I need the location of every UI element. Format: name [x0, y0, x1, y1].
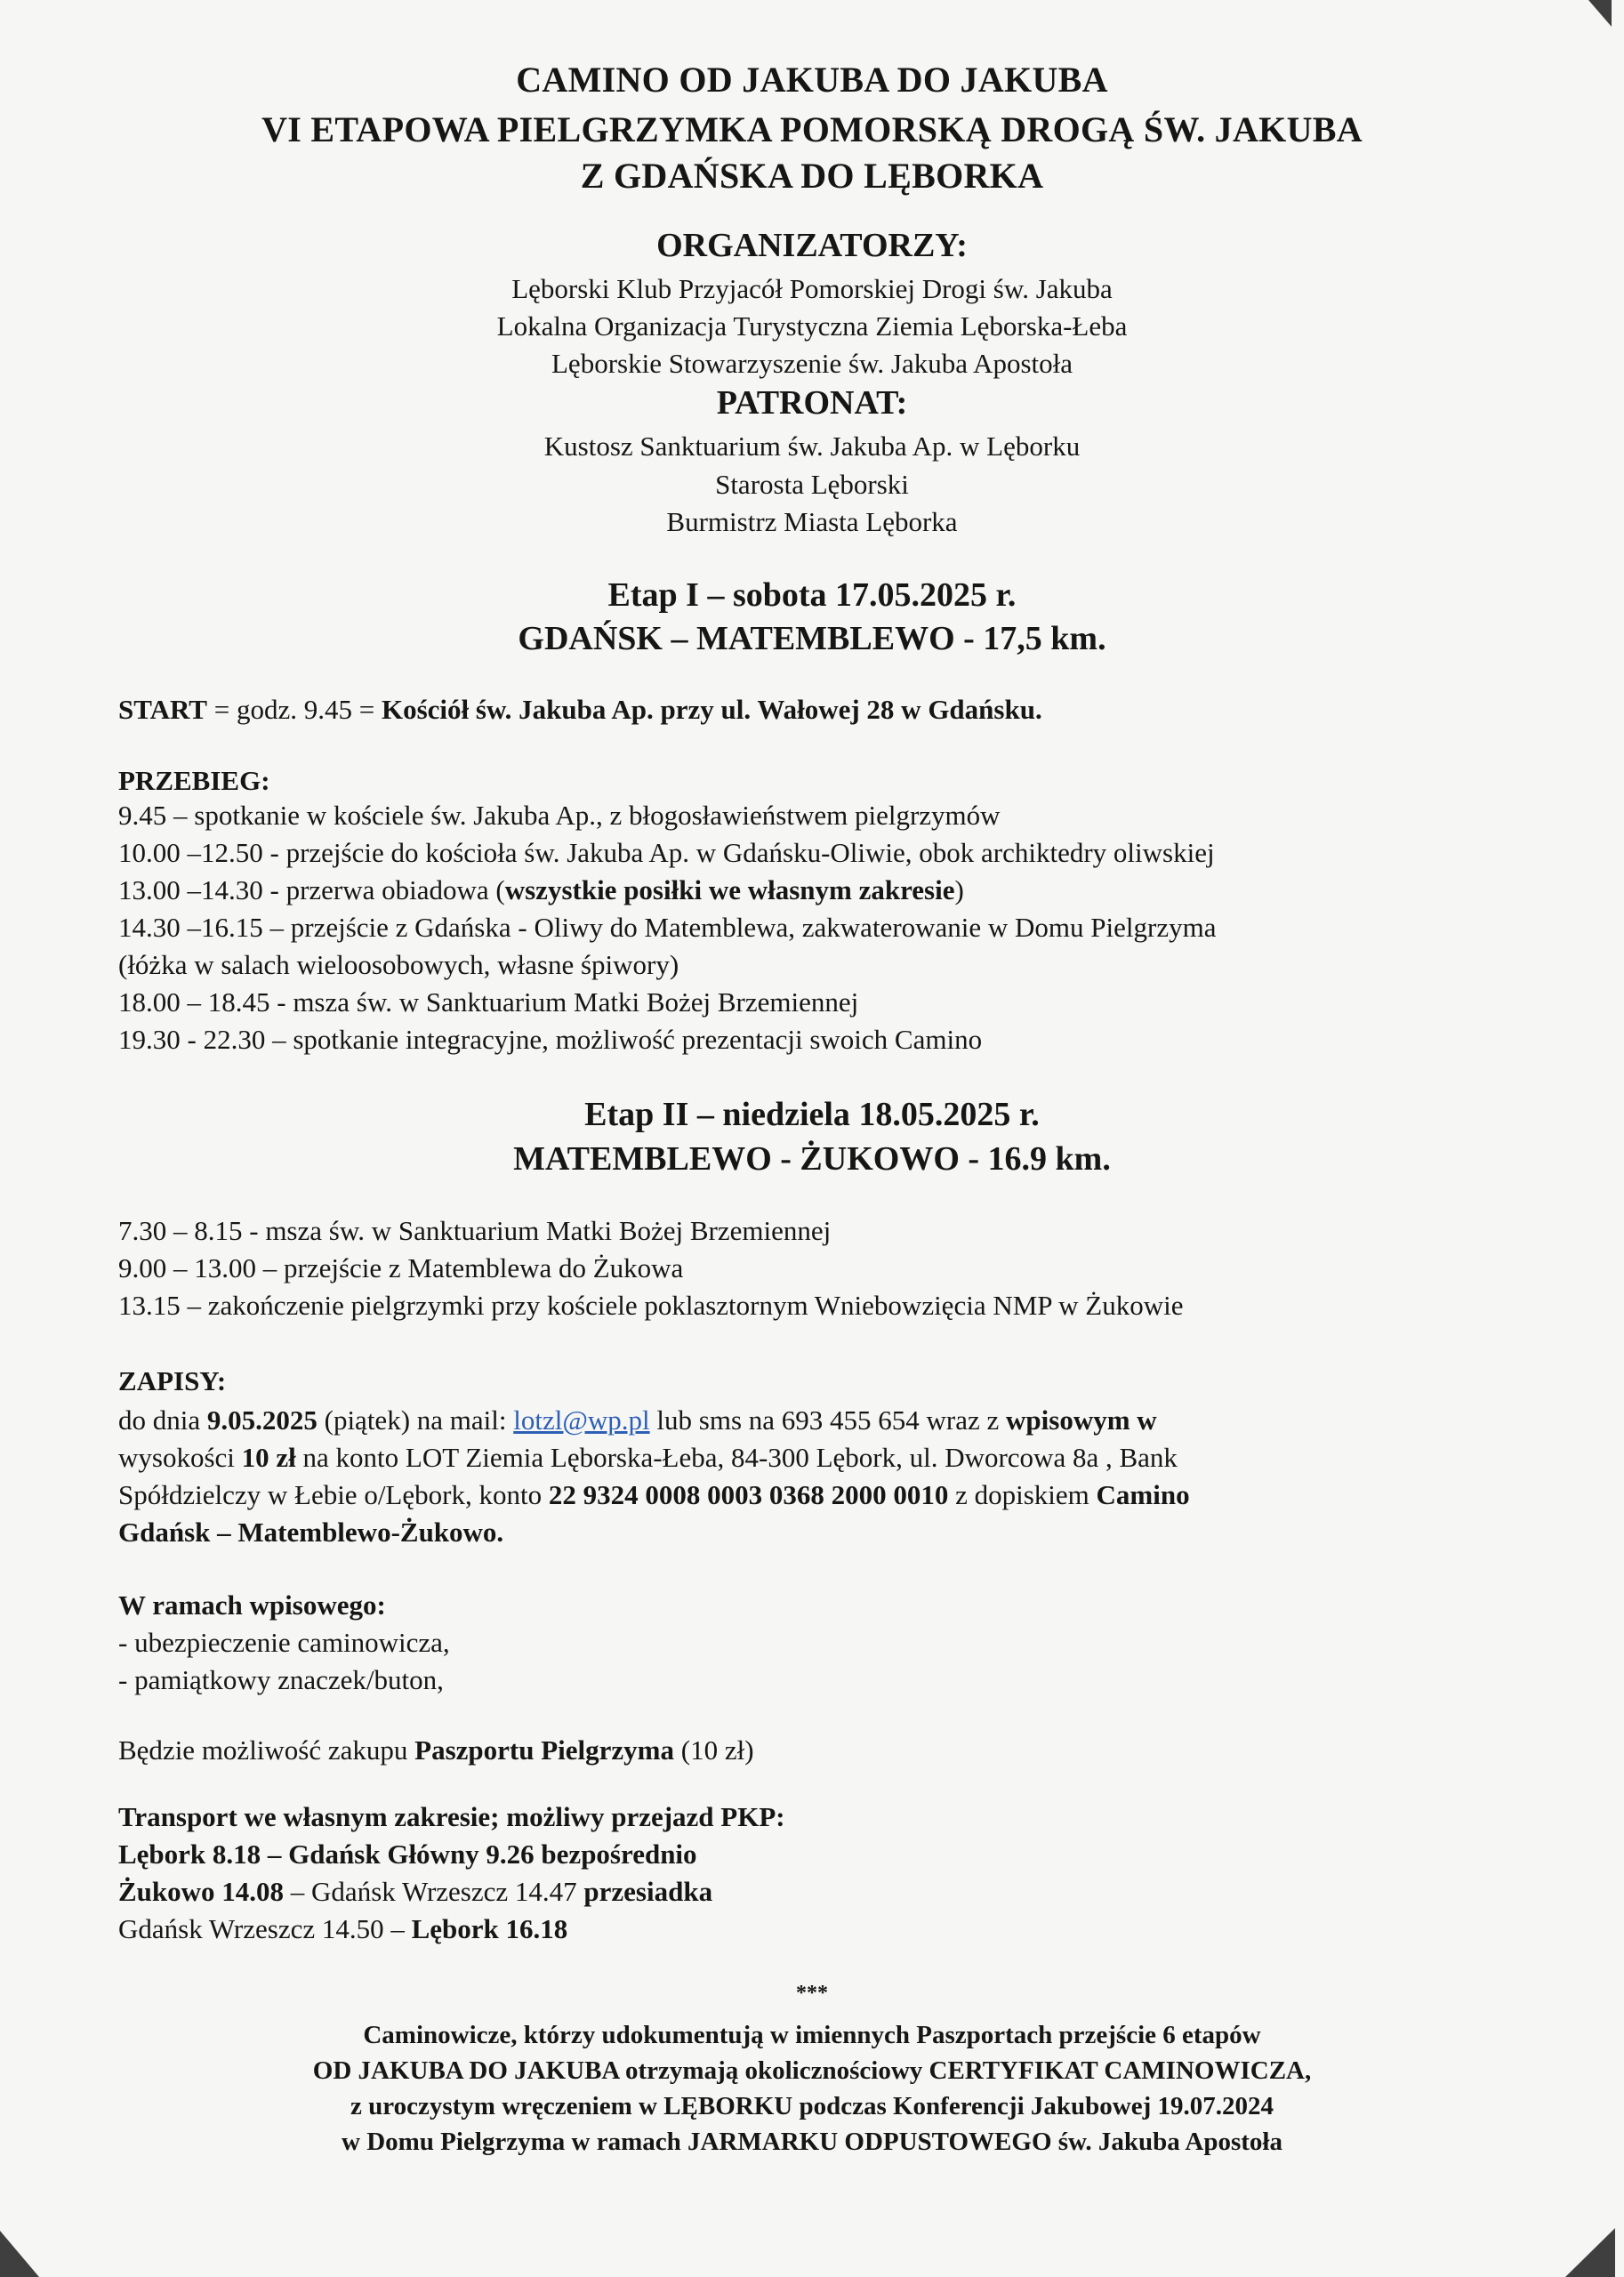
program-item: 14.30 –16.15 – przejście z Gdańska - Oliwy do Matemblewa, zakwaterowanie w Domu Pielgrzyma — [118, 912, 1217, 943]
text-bold: Lębork 16.18 — [411, 1913, 568, 1944]
registration-line-1 — [118, 1404, 1157, 1436]
lunch-note: wszystkie posiłki we własnym zakresie — [504, 874, 955, 905]
patronage-heading: PATRONAT: — [716, 384, 908, 422]
patron-item: Burmistrz Miasta Lęborka — [666, 506, 958, 537]
registration-deadline: 9.05.2025 — [206, 1404, 318, 1436]
passport-price: (10 zł) — [674, 1734, 754, 1766]
program-item-note: (łóżka w salach wieloosobowych, własne śpiwory) — [118, 949, 679, 980]
start-line — [118, 694, 1042, 726]
transport-heading: Transport we własnym zakresie; możliwy przejazd PKP: — [118, 1801, 785, 1832]
stage2-item: 9.00 – 13.00 – przejście z Matemblewa do Żukowa — [118, 1252, 684, 1283]
text: Będzie możliwość zakupu — [118, 1734, 415, 1766]
text: z dopiskiem — [948, 1479, 1097, 1510]
start-time: = godz. 9.45 = — [206, 694, 382, 725]
patron-item: Starosta Lęborski — [715, 469, 909, 500]
text-bold: Camino — [1096, 1479, 1190, 1510]
program-heading: PRZEBIEG: — [118, 765, 270, 796]
footer-line: Caminowicze, którzy udokumentują w imiennych Paszportach przejście 6 etapów — [363, 2021, 1261, 2049]
patron-item: Kustosz Sanktuarium św. Jakuba Ap. w Lęborku — [543, 430, 1081, 462]
organizer-item: Lęborski Klub Przyjacół Pomorskiej Drogi św. Jakuba — [511, 273, 1113, 304]
lunch-suffix: ) — [954, 874, 964, 905]
stage1-route: GDAŃSK – MATEMBLEWO - 17,5 km. — [518, 620, 1106, 657]
stage2-item: 13.15 – zakończenie pielgrzymki przy kościele poklasztornym Wniebowzięcia NMP w Żukowie — [118, 1290, 1184, 1321]
stage2-title: Etap II – niedziela 18.05.2025 r. — [584, 1096, 1040, 1133]
footer-line: OD JAKUBA DO JAKUBA otrzymają okolicznościowy CERTYFIKAT CAMINOWICZA, — [312, 2056, 1312, 2085]
text: lub sms na 693 455 654 wraz z — [649, 1404, 1007, 1436]
transport-line — [118, 1876, 712, 1908]
stage2-item: 7.30 – 8.15 - msza św. w Sanktuarium Matki Bożej Brzemiennej — [118, 1215, 832, 1246]
registration-heading: ZAPISY: — [118, 1365, 227, 1396]
email-link[interactable]: lotzl@wp.pl — [513, 1404, 650, 1436]
scan-corner-bottom-left — [0, 2231, 39, 2277]
fee-includes-heading: W ramach wpisowego: — [118, 1589, 386, 1621]
program-item: 19.30 - 22.30 – spotkanie integracyjne, możliwość prezentacji swoich Camino — [118, 1024, 983, 1055]
passport-line — [118, 1734, 754, 1766]
text: na konto LOT Ziemia Lęborska-Łeba, 84-300 Lębork, ul. Dworcowa 8a , Bank — [295, 1442, 1178, 1473]
registration-fee: 10 zł — [241, 1442, 296, 1473]
title-main: CAMINO OD JAKUBA DO JAKUBA — [516, 60, 1108, 100]
stage1-title: Etap I – sobota 17.05.2025 r. — [607, 576, 1017, 614]
fee-includes-item: - pamiątkowy znaczek/buton, — [118, 1664, 444, 1695]
lunch-time: 13.00 –14.30 - przerwa obiadowa ( — [118, 874, 505, 905]
registration-line-3 — [118, 1479, 1190, 1511]
text: Gdańsk Wrzeszcz 14.50 – — [118, 1913, 412, 1944]
scan-corner-bottom-right — [1565, 2228, 1615, 2277]
program-item: 10.00 –12.50 - przejście do kościoła św. Jakuba Ap. w Gdańsku-Oliwie, obok archiktedry oliwskiej — [118, 837, 1215, 868]
title-subtitle: VI ETAPOWA PIELGRZYMKA POMORSKĄ DROGĄ ŚW. JAKUBA — [261, 109, 1363, 149]
start-place: Kościół św. Jakuba Ap. przy ul. Wałowej 28 w Gdańsku. — [381, 694, 1042, 725]
registration-line-4: Gdańsk – Matemblewo-Żukowo. — [118, 1517, 504, 1548]
fee-includes-item: - ubezpieczenie caminowicza, — [118, 1627, 450, 1658]
text-bold: przesiadka — [583, 1876, 713, 1907]
program-item: 18.00 – 18.45 - msza św. w Sanktuarium Matki Bożej Brzemiennej — [118, 986, 859, 1018]
text: Spółdzielczy w Łebie o/Lębork, konto — [118, 1479, 549, 1510]
text: – Gdańsk Wrzeszcz 14.47 — [284, 1876, 584, 1907]
text: do dnia — [118, 1404, 207, 1436]
text-bold: Żukowo 14.08 — [118, 1876, 285, 1907]
separator: *** — [796, 1982, 828, 2005]
title-route: Z GDAŃSKA DO LĘBORKA — [580, 156, 1044, 196]
transport-line — [118, 1913, 567, 1945]
program-item-lunch — [118, 874, 964, 906]
scan-corner-top-right — [1588, 0, 1612, 27]
footer-line: z uroczystym wręczeniem w LĘBORKU podczas Konferencji Jakubowej 19.07.2024 — [350, 2092, 1274, 2120]
start-label: START — [118, 694, 207, 725]
passport-name: Paszportu Pielgrzyma — [414, 1734, 674, 1766]
organizers-heading: ORGANIZATORZY: — [656, 227, 968, 264]
transport-line: Lębork 8.18 – Gdańsk Główny 9.26 bezpośrednio — [118, 1838, 697, 1870]
text-bold: wpisowym w — [1006, 1404, 1157, 1436]
organizer-item: Lęborskie Stowarzyszenie św. Jakuba Apostoła — [551, 348, 1073, 379]
footer-line: w Domu Pielgrzyma w ramach JARMARKU ODPUSTOWEGO św. Jakuba Apostoła — [342, 2128, 1282, 2156]
registration-line-2 — [118, 1442, 1178, 1474]
stage2-route: MATEMBLEWO - ŻUKOWO - 16.9 km. — [513, 1140, 1111, 1178]
text: wysokości — [118, 1442, 242, 1473]
text: (piątek) na mail: — [317, 1404, 514, 1436]
program-item: 9.45 – spotkanie w kościele św. Jakuba Ap., z błogosławieństwem pielgrzymów — [118, 800, 1001, 831]
bank-account-number: 22 9324 0008 0003 0368 2000 0010 — [548, 1479, 949, 1510]
organizer-item: Lokalna Organizacja Turystyczna Ziemia Lęborska-Łeba — [496, 310, 1128, 342]
